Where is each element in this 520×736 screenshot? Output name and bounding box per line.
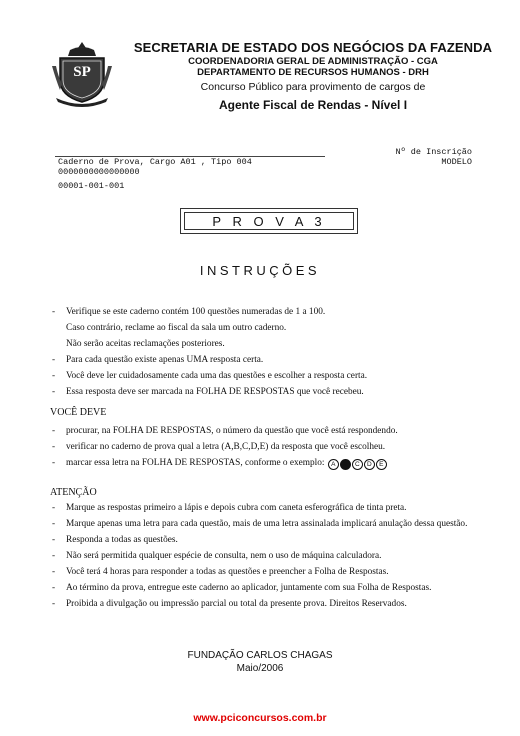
document-header: [128, 40, 498, 112]
list-item: - Não será permitida qualquer espécie de consulta, nem o uso de máquina calculadora.: [52, 551, 382, 561]
prova-label: P R O V A 3: [184, 212, 354, 230]
list-item: - Marque as respostas primeiro a lápis e depois cubra com caneta esferográfica de tinta preta.: [52, 503, 407, 513]
list-item: Não serão aceitas reclamações posteriores.: [66, 339, 225, 349]
list-item: - Essa resposta deve ser marcada na FOLHA DE RESPOSTAS que você recebeu.: [52, 387, 364, 397]
coordenadoria-line: COORDENADORIA GERAL DE ADMINISTRAÇÃO - CGA: [188, 55, 438, 67]
option-c-icon: C: [352, 459, 363, 470]
list-item: - marcar essa letra na FOLHA DE RESPOSTAS, conforme o exemplo: A B C D E: [0, 455, 520, 471]
list-item: Caso contrário, reclame ao fiscal da sala um outro caderno.: [66, 323, 287, 333]
concurso-line: Concurso Público para provimento de cargos de: [200, 81, 426, 94]
answer-example: [327, 458, 387, 468]
option-a-icon: A: [328, 459, 339, 470]
list-item: - Proibida a divulgação ou impressão parcial ou total da presente prova. Direitos Reservados.: [52, 599, 407, 609]
inscricao-block: [395, 148, 472, 168]
instrucoes-title: INSTRUÇÕES: [199, 263, 321, 278]
list-item: - Você deve ler cuidadosamente cada uma das questões e escolher a resposta certa.: [52, 371, 368, 381]
footer-date: Maio/2006: [236, 662, 284, 674]
list-item: - procurar, na FOLHA DE RESPOSTAS, o número da questão que você está respondendo.: [52, 426, 398, 436]
list-item: - Ao término da prova, entregue este caderno ao aplicador, juntamente com sua Folha de Respostas.: [52, 583, 432, 593]
cargo-title: Agente Fiscal de Rendas - Nível I: [218, 97, 408, 112]
list-item: - Marque apenas uma letra para cada questão, mais de uma letra assinalada implicará anulação dessa questão.: [52, 519, 468, 529]
option-e-icon: E: [376, 459, 387, 470]
voce-deve-heading: VOCÊ DEVE: [50, 407, 107, 418]
website-link[interactable]: www.pciconcursos.com.br: [193, 712, 327, 724]
inscricao-value: MODELO: [441, 156, 472, 167]
list-item: - Responda a todas as questões.: [52, 535, 178, 545]
departamento-line: DEPARTAMENTO DE RECURSOS HUMANOS - DRH: [197, 66, 429, 78]
list-item: - verificar no caderno de prova qual a letra (A,B,C,D,E) da resposta que você escolheu.: [52, 442, 386, 452]
list-item: - Verifique se este caderno contém 100 questões numeradas de 1 a 100.: [52, 307, 326, 317]
option-d-icon: D: [364, 459, 375, 470]
voce-deve-list: [0, 423, 520, 471]
caderno-line-3: 00001-001-001: [58, 180, 125, 191]
atencao-list: [0, 500, 520, 612]
caderno-line-2: 0000000000000000: [58, 166, 140, 177]
secretaria-title: SECRETARIA DE ESTADO DOS NEGÓCIOS DA FAZENDA: [133, 40, 493, 55]
footer-org: FUNDAÇÃO CARLOS CHAGAS: [187, 650, 333, 661]
caderno-info: [58, 158, 252, 191]
prova-box: [180, 208, 358, 234]
instrucoes-list: [0, 304, 520, 400]
footer: [0, 650, 520, 675]
list-item: - Para cada questão existe apenas UMA resposta certa.: [52, 355, 264, 365]
option-b-filled-icon: B: [340, 459, 351, 470]
inscricao-label: Nº de Inscrição: [395, 147, 472, 157]
list-item: - Você terá 4 horas para responder a todas as questões e preencher a Folha de Respostas.: [52, 567, 389, 577]
caderno-line-1: Caderno de Prova, Cargo A01 , Tipo 004: [58, 157, 252, 167]
atencao-heading: ATENÇÃO: [50, 487, 97, 498]
seal-lettering: SP: [73, 64, 91, 80]
